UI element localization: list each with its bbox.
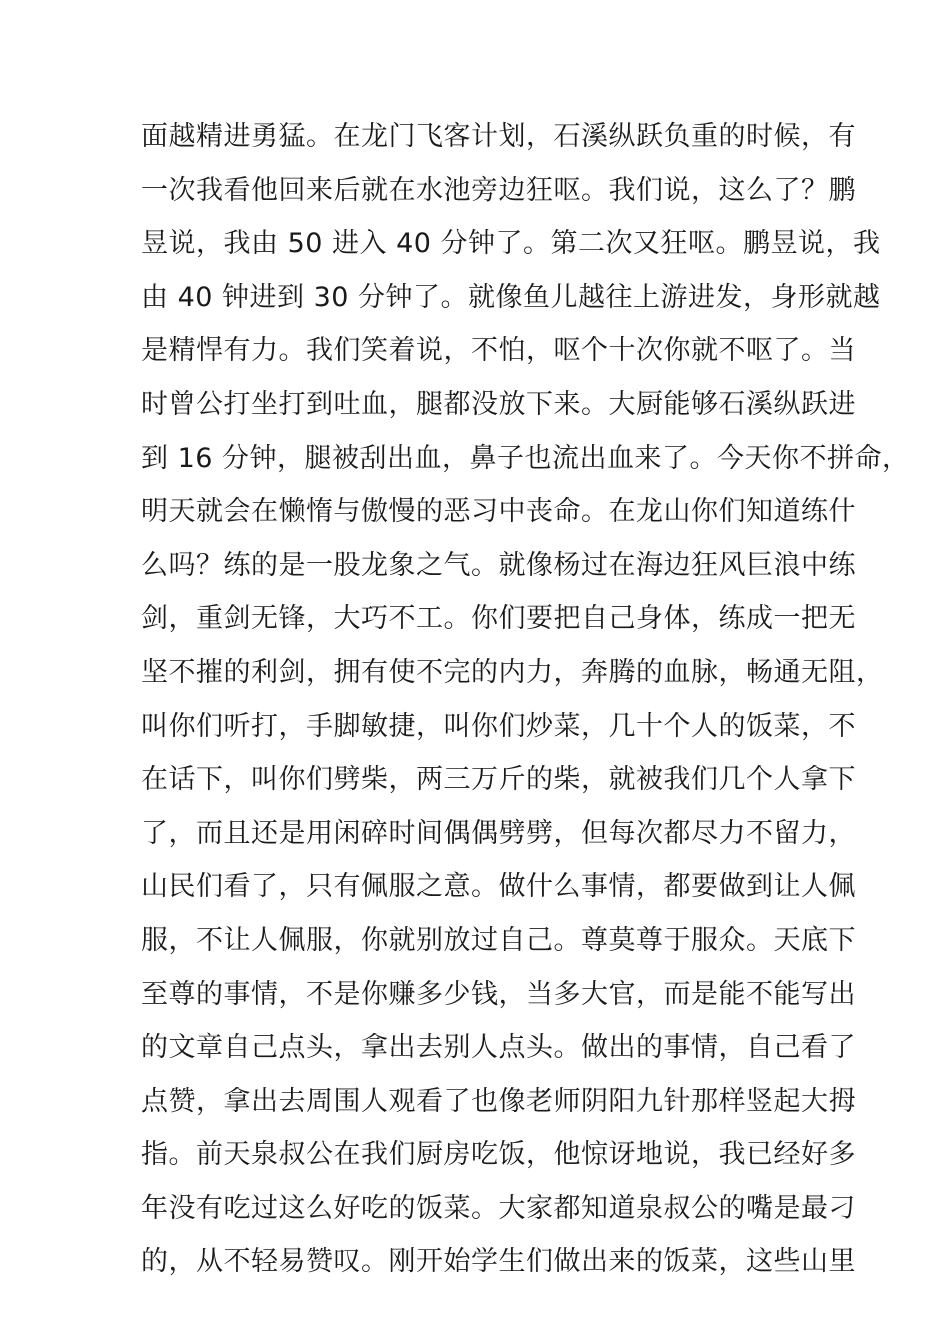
text-line: 剑，重剑无锋，大巧不工。你们要把自己身体，练成一把无 (141, 603, 856, 635)
text-line: 么吗？练的是一股龙象之气。就像杨过在海边狂风巨浪中练 (141, 549, 856, 581)
text-line: 年没有吃过这么好吃的饭菜。大家都知道泉叔公的嘴是最刁 (141, 1192, 856, 1224)
text-line: 的，从不轻易赞叹。刚开始学生们做出来的饭菜，这些山里 (141, 1246, 856, 1278)
text-line: 指。前天泉叔公在我们厨房吃饭，他惊讶地说，我已经好多 (141, 1139, 856, 1171)
text-line: 的文章自己点头，拿出去别人点头。做出的事情，自己看了 (141, 1032, 856, 1064)
text-line: 时曾公打坐打到吐血，腿都没放下来。大厨能够石溪纵跃进 (141, 388, 856, 420)
text-line: 山民们看了，只有佩服之意。做什么事情，都要做到让人佩 (141, 871, 856, 903)
text-line: 点赞，拿出去周围人观看了也像老师阴阳九针那样竖起大拇 (141, 1085, 856, 1117)
text-line: 至尊的事情，不是你赚多少钱，当多大官，而是能不能写出 (141, 978, 856, 1010)
text-line: 明天就会在懒惰与傲慢的恶习中丧命。在龙山你们知道练什 (141, 496, 856, 528)
text-line: 服，不让人佩服，你就别放过自己。尊莫尊于服众。天底下 (141, 924, 856, 956)
text-line: 是精悍有力。我们笑着说，不怕，呕个十次你就不呕了。当 (141, 335, 856, 367)
text-line: 坚不摧的利剑，拥有使不完的内力，奔腾的血脉，畅通无阻， (141, 656, 884, 688)
text-line: 在话下，叫你们劈柴，两三万斤的柴，就被我们几个人拿下 (141, 764, 856, 796)
text-line: 一次我看他回来后就在水池旁边狂呕。我们说，这么了？鹏 (141, 174, 856, 206)
text-line: 到 16 分钟，腿被刮出血，鼻子也流出血来了。今天你不拼命， (141, 442, 910, 474)
text-line: 面越精进勇猛。在龙门飞客计划，石溪纵跃负重的时候，有 (141, 121, 856, 152)
body-text (141, 110, 910, 1289)
text-line: 叫你们听打，手脚敏捷，叫你们炒菜，几十个人的饭菜，不 (141, 710, 856, 742)
text-line: 昱说，我由 50 进入 40 分钟了。第二次又狂呕。鹏昱说，我 (141, 228, 881, 260)
text-line: 了，而且还是用闲碎时间偶偶劈劈，但每次都尽力不留力， (141, 817, 856, 849)
text-line: 由 40 钟进到 30 分钟了。就像鱼儿越往上游进发，身形就越 (141, 281, 881, 313)
